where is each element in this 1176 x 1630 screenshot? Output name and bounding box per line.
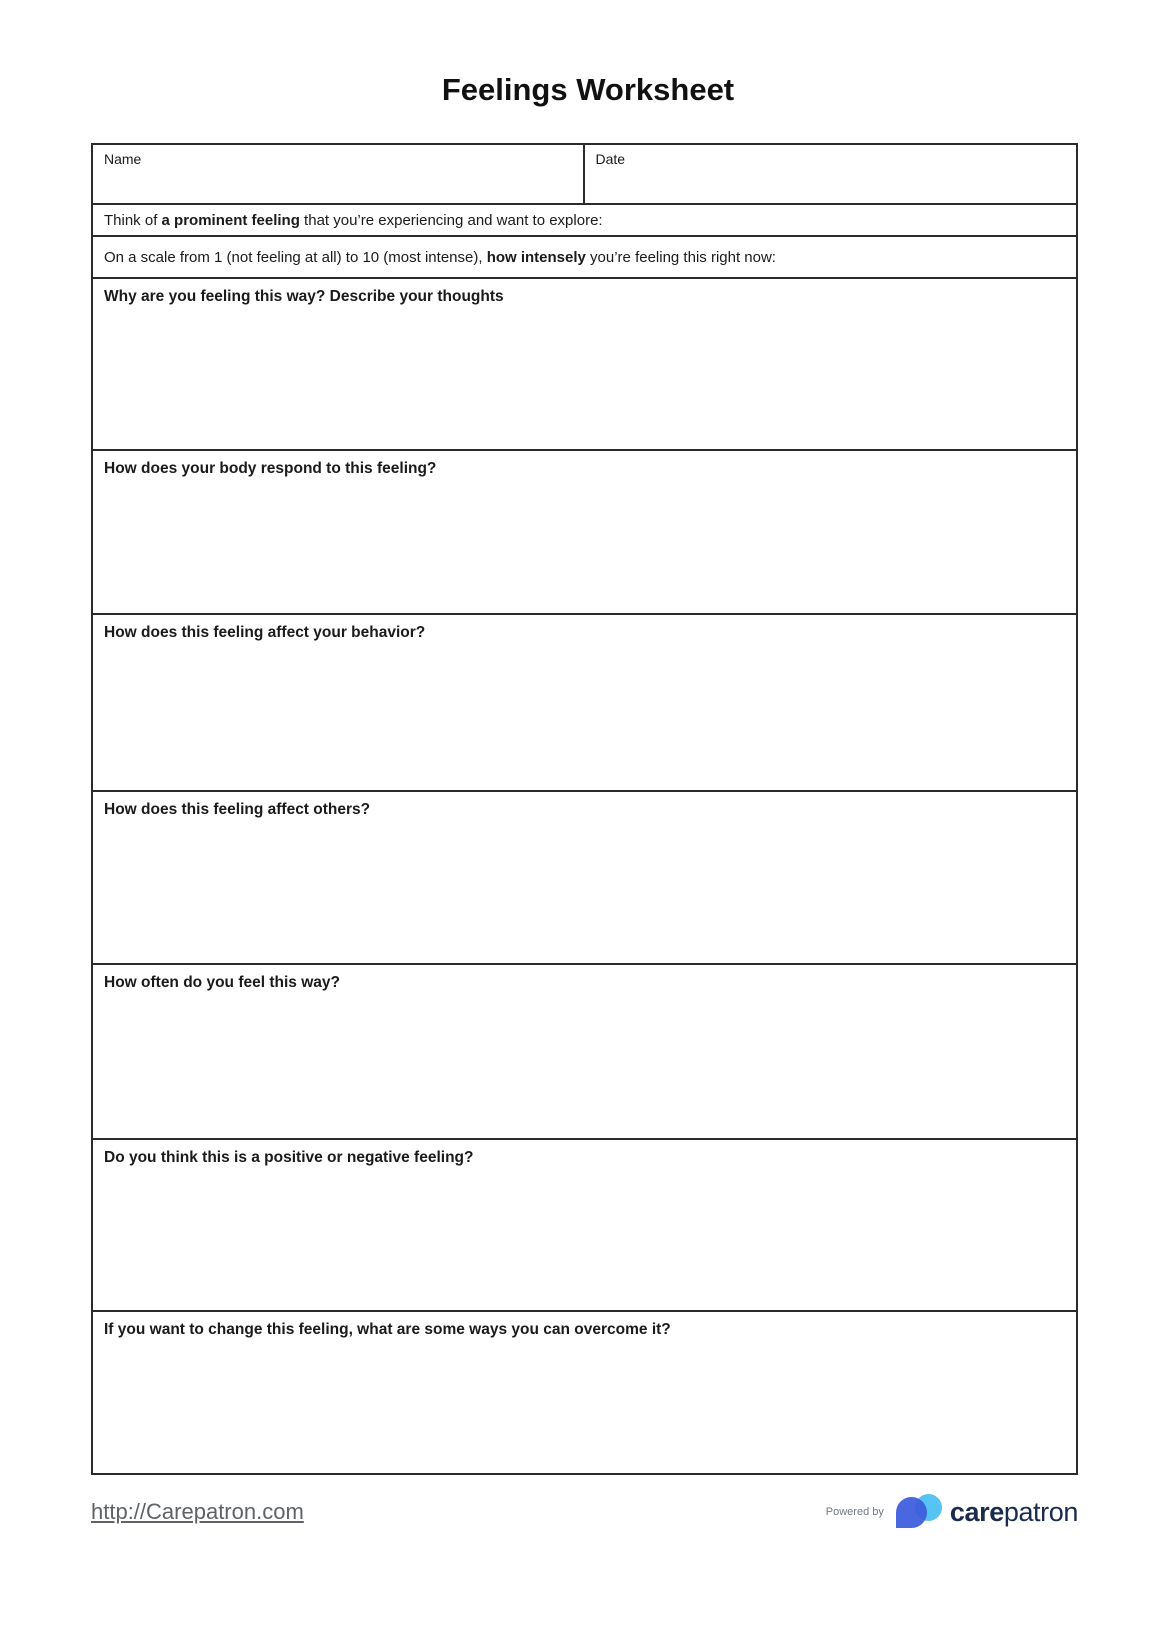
question-label: How does this feeling affect others? bbox=[104, 801, 371, 818]
prompt-scale-field[interactable] bbox=[93, 235, 1076, 277]
carepatron-wordmark: carepatron bbox=[949, 1496, 1078, 1527]
powered-by-label: Powered by bbox=[825, 1506, 884, 1518]
answer-box-positive-negative[interactable] bbox=[93, 1138, 1076, 1310]
page-title: Feelings Worksheet bbox=[441, 72, 735, 107]
question-label: Do you think this is a positive or negative feeling? bbox=[104, 1149, 474, 1166]
question-label: Why are you feeling this way? Describe your thoughts bbox=[104, 288, 504, 305]
page-footer bbox=[91, 1486, 1078, 1538]
prompt-feeling-text: Think of a prominent feeling that you’re experiencing and want to explore: bbox=[104, 211, 603, 229]
date-label: Date bbox=[595, 151, 626, 167]
answer-box-behavior[interactable] bbox=[93, 613, 1076, 790]
carepatron-link[interactable]: http://Carepatron.com bbox=[91, 1499, 304, 1524]
answer-box-thoughts[interactable] bbox=[93, 277, 1076, 449]
prompt-feeling-field[interactable] bbox=[93, 203, 1076, 235]
logo-bubble-dark-icon bbox=[896, 1497, 927, 1528]
powered-by-block bbox=[826, 1494, 1078, 1530]
date-field[interactable] bbox=[585, 145, 1077, 203]
name-field[interactable] bbox=[93, 145, 585, 203]
name-label: Name bbox=[104, 151, 142, 167]
worksheet-table bbox=[91, 143, 1078, 1475]
question-label: If you want to change this feeling, what are some ways you can overcome it? bbox=[104, 1321, 671, 1338]
question-label: How often do you feel this way? bbox=[104, 974, 340, 991]
question-label: How does this feeling affect your behavior? bbox=[104, 624, 426, 641]
answer-box-overcome[interactable] bbox=[93, 1310, 1076, 1473]
question-label: How does your body respond to this feeling? bbox=[104, 460, 437, 477]
answer-box-body-response[interactable] bbox=[93, 449, 1076, 613]
answer-box-frequency[interactable] bbox=[93, 963, 1076, 1138]
name-date-row bbox=[93, 145, 1076, 203]
carepatron-logo-icon bbox=[896, 1494, 944, 1530]
prompt-scale-text: On a scale from 1 (not feeling at all) to 10 (most intense), how intensely you’re feeling this right now: bbox=[104, 248, 776, 266]
answer-box-affect-others[interactable] bbox=[93, 790, 1076, 963]
